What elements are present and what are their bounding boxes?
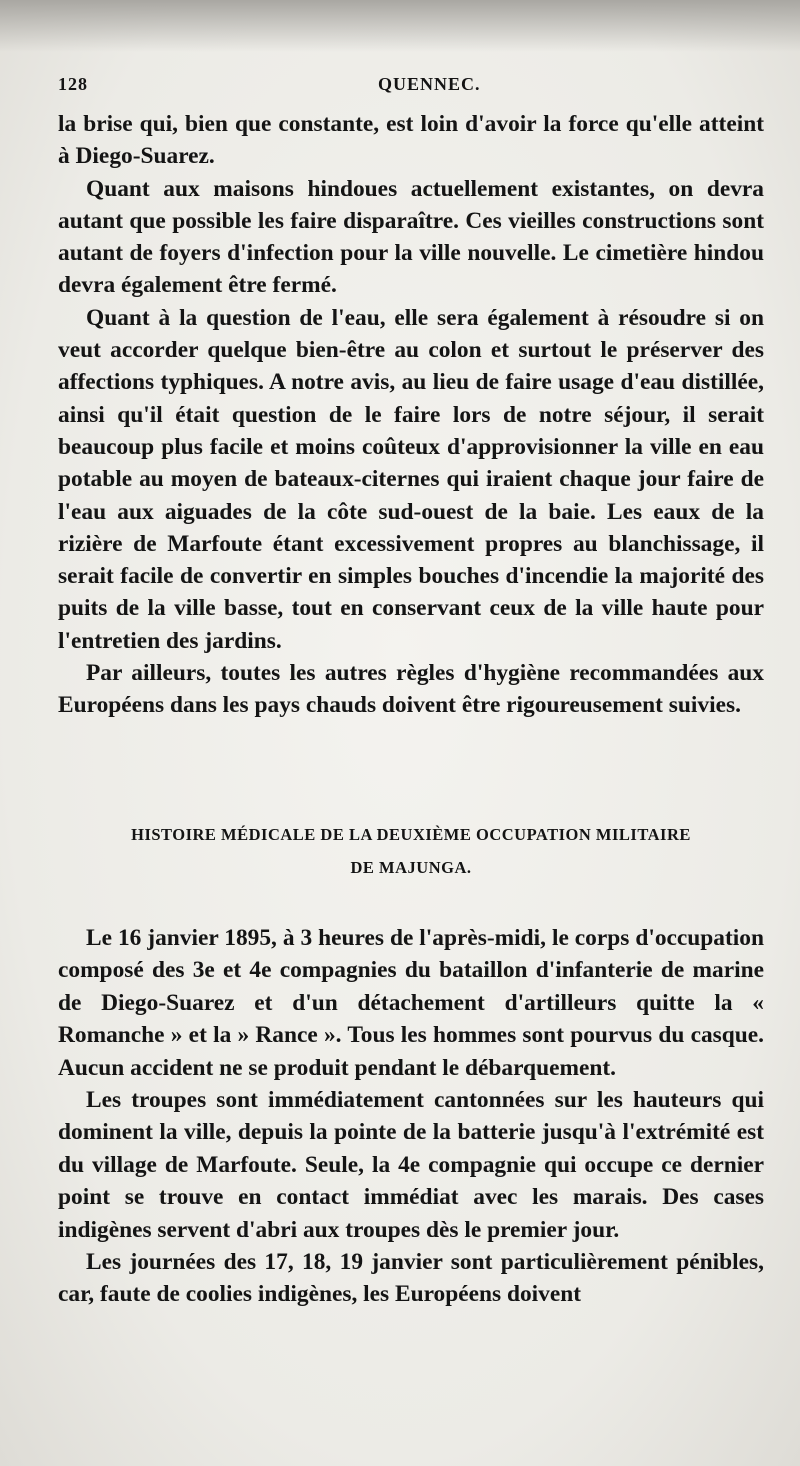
running-head: QUENNEC.	[378, 74, 481, 94]
paragraph-troops-quartered: Les troupes sont immédiatement cantonnées sur les hauteurs qui dominent la ville, depuis la pointe de la batterie jusqu'à l'extrémité est du village de Marfoute. Seule, la 4e compagnie qui occupe ce dernier point se trouve en contact immédiat avec les marais. Des cases indigènes servent d'abri aux troupes dès le premier jour.	[58, 1087, 764, 1243]
section-heading	[58, 818, 764, 884]
body-text-bottom	[58, 922, 764, 1311]
page-number: 128	[58, 74, 88, 94]
section-heading-line-1: HISTOIRE MÉDICALE DE LA DEUXIÈME OCCUPATION MILITAIRE	[131, 825, 691, 844]
page-header	[58, 74, 758, 102]
paragraph-january-days: Les journées des 17, 18, 19 janvier sont particulièrement pénibles, car, faute de coolies indigènes, les Européens doivent	[58, 1249, 764, 1308]
page-edge-shadow	[0, 0, 800, 52]
paragraph-hindu-houses: Quant aux maisons hindoues actuellement existantes, on devra autant que possible les faire disparaître. Ces vieilles constructions sont autant de foyers d'infection pour la ville nouvelle. Le cimetière hindou devra également être fermé.	[58, 175, 764, 299]
section-heading-line-2: DE MAJUNGA.	[350, 858, 472, 877]
paragraph-landing: Le 16 janvier 1895, à 3 heures de l'après-midi, le corps d'occupation composé des 3e et 4e compagnies du bataillon d'infanterie de marine de Diego-Suarez et d'un détachement d'artilleurs quitte la « Romanche » et la » Rance ». Tous les hommes sont pourvus du casque. Aucun accident ne se produit pendant le débarquement.	[58, 925, 764, 1081]
paragraph-continuation: la brise qui, bien que constante, est loin d'avoir la force qu'elle atteint à Diego-Suarez.	[58, 111, 764, 170]
body-text-top	[58, 108, 764, 722]
paragraph-water-question: Quant à la question de l'eau, elle sera également à résoudre si on veut accorder quelque bien-être au colon et surtout le préserver des affections typhiques. A notre avis, au lieu de faire usage d'eau distillée, ainsi qu'il était question de le faire lors de notre séjour, il serait beaucoup plus facile et moins coûteux d'approvisionner la ville en eau potable au moyen de bateaux-citernes qui iraient chaque jour faire de l'eau aux aiguades de la côte sud-ouest de la baie. Les eaux de la rizière de Marfoute étant excessivement propres au blanchissage, il serait facile de convertir en simples bouches d'incendie la majorité des puits de la ville basse, tout en conservant ceux de la ville haute pour l'entretien des jardins.	[58, 304, 764, 654]
paragraph-hygiene-rules: Par ailleurs, toutes les autres règles d'hygiène recommandées aux Européens dans les pays chauds doivent être rigoureusement suivies.	[58, 660, 764, 719]
